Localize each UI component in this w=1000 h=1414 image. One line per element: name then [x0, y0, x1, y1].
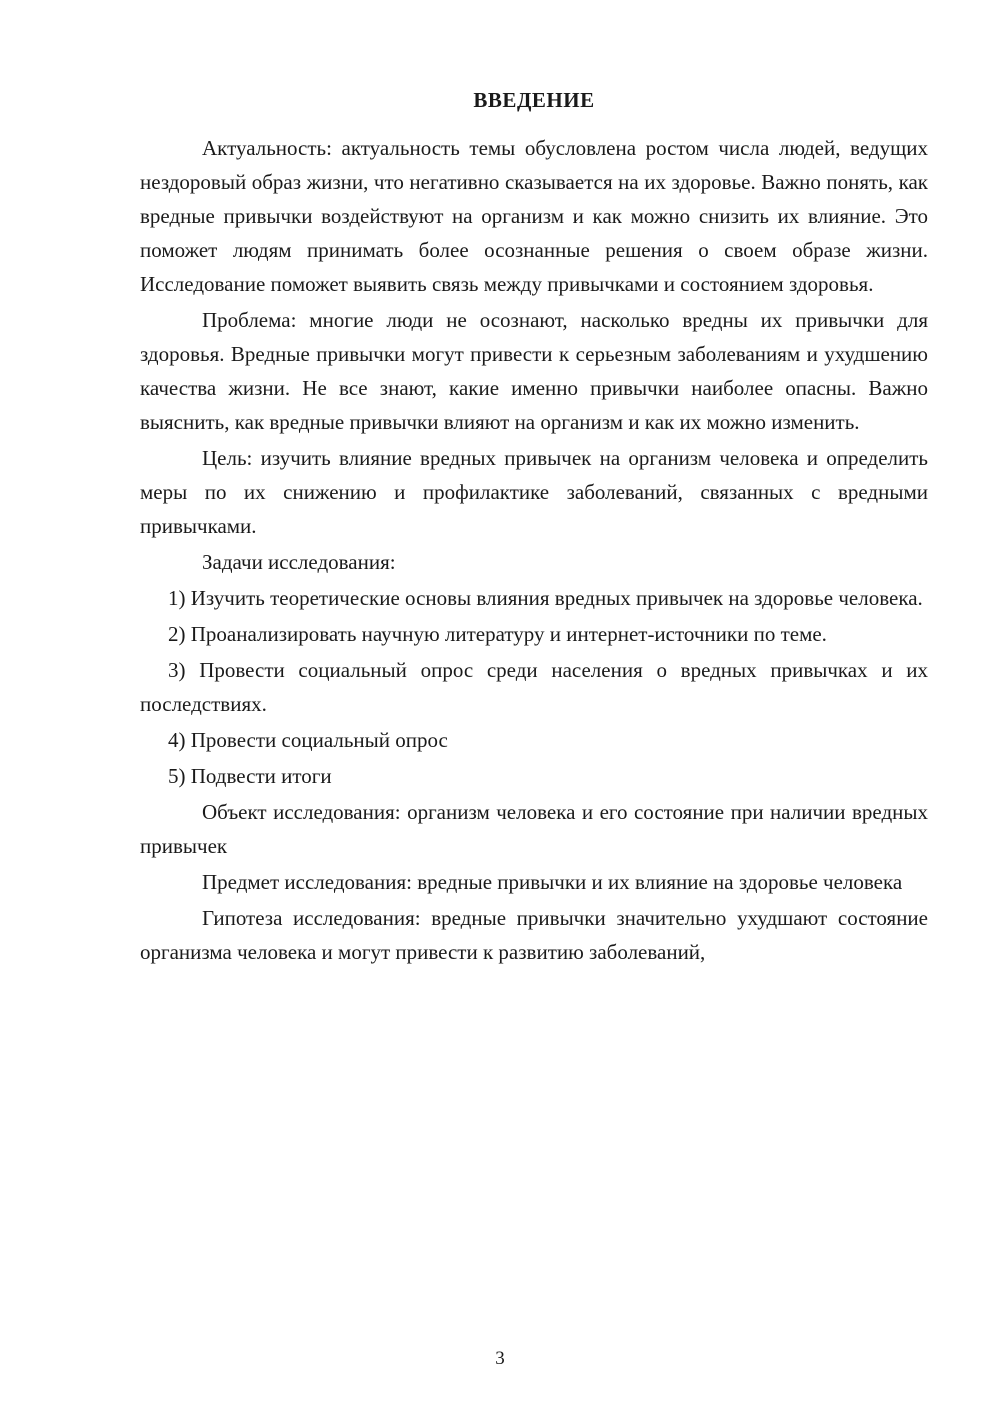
list-item-task-4: 4) Провести социальный опрос: [168, 728, 448, 753]
paragraph-subject: Предмет исследования: вредные привычки и их влияние на здоровье человека: [202, 870, 903, 895]
list-item-task-3: 3) Провести социальный опрос среди населения о вредных привычках и их последствиях.: [140, 658, 928, 717]
paragraph-object: Объект исследования: организм человека и его состояние при наличии вредных привычек: [140, 800, 928, 859]
list-item-task-2: 2) Проанализировать научную литературу и интернет-источники по теме.: [168, 622, 827, 647]
paragraph-goal: Цель: изучить влияние вредных привычек на организм человека и определить меры по их снижению и профилактике заболеваний, связанных с вредными привычками.: [140, 446, 928, 539]
paragraph-hypothesis: Гипотеза исследования: вредные привычки значительно ухудшают состояние организма человека и могут привести к развитию заболеваний,: [140, 906, 928, 965]
paragraph-relevance: Актуальность: актуальность темы обусловлена ростом числа людей, ведущих нездоровый образ жизни, что негативно сказывается на их здоровье. Важно понять, как вредные привычки воздействуют на организм и как можно снизить их влияние. Это поможет людям принимать более осознанные решения о своем образе жизни. Исследование поможет выявить связь между привычками и состоянием здоровья.: [140, 136, 928, 297]
paragraph-tasks-heading: Задачи исследования:: [202, 550, 396, 575]
list-item-task-1: 1) Изучить теоретические основы влияния вредных привычек на здоровье человека.: [168, 586, 923, 611]
page-title: ВВЕДЕНИЕ: [473, 88, 595, 112]
paragraph-problem: Проблема: многие люди не осознают, насколько вредны их привычки для здоровья. Вредные привычки могут привести к серьезным заболеваниям и ухудшению качества жизни. Не все знают, какие именно привычки наиболее опасны. Важно выяснить, как вредные привычки влияют на организм и как их можно изменить.: [140, 308, 928, 435]
page-number: 3: [495, 1348, 505, 1369]
list-item-task-5: 5) Подвести итоги: [168, 764, 332, 789]
